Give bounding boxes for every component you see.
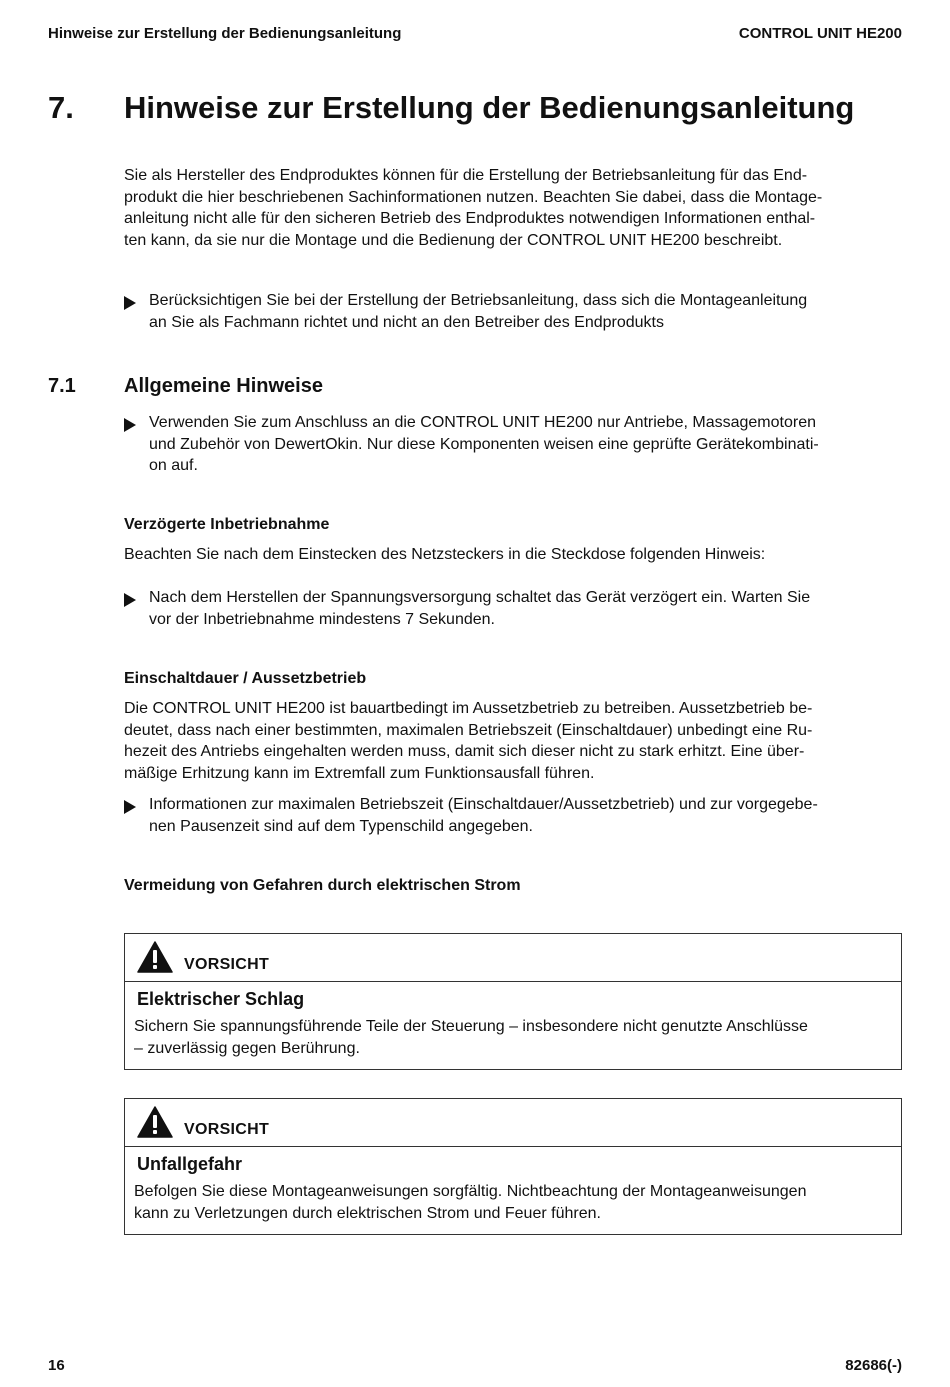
text-line: Berücksichtigen Sie bei der Erstellung der Betriebsanleitung, dass sich die Montageanleitung <box>149 292 808 309</box>
subsection-title: Allgemeine Hinweise <box>124 375 323 397</box>
warning-triangle-icon <box>137 941 173 973</box>
subsection-number: 7.1 <box>48 375 76 397</box>
intro-paragraph <box>124 165 896 251</box>
warning-header <box>125 934 901 982</box>
warning-header <box>125 1099 901 1147</box>
page-header-left: Hinweise zur Erstellung der Bedienungsanleitung <box>48 25 402 42</box>
bullet-triangle-icon <box>124 800 136 814</box>
text-line: vor der Inbetriebnahme mindestens 7 Sekunden. <box>149 610 495 628</box>
text-line: ten kann, da sie nur die Montage und die Bedienung der CONTROL UNIT HE200 beschreibt. <box>124 231 783 249</box>
bullet-item <box>124 587 896 630</box>
text-line: kann zu Verletzungen durch elektrischen Strom und Feuer führen. <box>134 1204 601 1222</box>
bullet-triangle-icon <box>124 418 136 432</box>
text-line: und Zubehör von DewertOkin. Nur diese Komponenten weisen eine geprüfte Gerätekombinati- <box>149 435 819 453</box>
bullet-triangle-icon <box>124 593 136 607</box>
warning-box <box>124 1098 902 1235</box>
text-line: Nach dem Herstellen der Spannungsversorgung schaltet das Gerät verzögert ein. Warten Sie <box>149 589 811 606</box>
text-line: on auf. <box>149 457 198 474</box>
bullet-text <box>149 290 896 333</box>
section-number: 7. <box>48 90 74 125</box>
text-line: produkt die hier beschriebenen Sachinformationen nutzen. Beachten Sie dabei, dass die Montage- <box>124 188 823 206</box>
bullet-item <box>124 412 896 477</box>
warning-signal-word: VORSICHT <box>184 1121 270 1138</box>
text-line: deutet, dass nach einer bestimmten, maximalen Betriebszeit (Einschaltdauer) unbedingt eine Ru- <box>124 721 813 739</box>
bullet-triangle-icon <box>124 296 136 310</box>
bullet-text <box>149 794 896 837</box>
text-line: Die CONTROL UNIT HE200 ist bauartbedingt im Aussetzbetrieb zu betreiben. Aussetzbetrieb be- <box>124 700 813 717</box>
delayed-start-text: Beachten Sie nach dem Einstecken des Netzsteckers in die Steckdose folgenden Hinweis: <box>124 546 766 563</box>
bullet-item <box>124 290 896 333</box>
electric-hazard-heading: Vermeidung von Gefahren durch elektrischen Strom <box>124 877 521 894</box>
warning-body <box>134 1016 889 1059</box>
bullet-text <box>149 587 896 630</box>
delayed-start-heading: Verzögerte Inbetriebnahme <box>124 516 330 533</box>
text-line: an Sie als Fachmann richtet und nicht an den Betreiber des Endprodukts <box>149 313 664 331</box>
warning-title: Unfallgefahr <box>137 1154 243 1174</box>
page-number: 16 <box>48 1357 65 1374</box>
text-line: Informationen zur maximalen Betriebszeit (Einschaltdauer/Aussetzbetrieb) und zur vorgegebe- <box>149 796 818 813</box>
text-line: Sichern Sie spannungsführende Teile der Steuerung – insbesondere nicht genutzte Anschlüsse <box>134 1018 808 1035</box>
warning-box <box>124 933 902 1070</box>
text-line: Verwenden Sie zum Anschluss an die CONTROL UNIT HE200 nur Antriebe, Massagemotoren <box>149 414 816 431</box>
text-line: – zuverlässig gegen Berührung. <box>134 1039 360 1057</box>
text-line: Befolgen Sie diese Montageanweisungen sorgfältig. Nichtbeachtung der Montageanweisungen <box>134 1183 807 1200</box>
page-header-right: CONTROL UNIT HE200 <box>738 25 902 42</box>
duty-cycle-heading: Einschaltdauer / Aussetzbetrieb <box>124 670 367 687</box>
warning-triangle-icon <box>137 1106 173 1138</box>
duty-cycle-paragraph <box>124 698 896 784</box>
section-title: Hinweise zur Erstellung der Bedienungsanleitung <box>124 90 855 125</box>
bullet-text <box>149 412 896 477</box>
warning-body <box>134 1181 889 1224</box>
text-line: hezeit des Antriebs eingehalten werden muss, damit sich dieser nicht zu stark erhitzt. Eine über- <box>124 743 805 760</box>
text-line: anleitung nicht alle für den sicheren Betrieb des Endproduktes notwendigen Informationen enthal- <box>124 210 816 227</box>
warning-signal-word: VORSICHT <box>184 956 270 973</box>
text-line: nen Pausenzeit sind auf dem Typenschild angegeben. <box>149 817 533 835</box>
bullet-item <box>124 794 896 837</box>
text-line: mäßige Erhitzung kann im Extremfall zum Funktionsausfall führen. <box>124 764 595 782</box>
document-number: 82686(-) <box>845 1357 902 1374</box>
warning-title: Elektrischer Schlag <box>137 989 305 1009</box>
text-line: Sie als Hersteller des Endproduktes können für die Erstellung der Betriebsanleitung für das End- <box>124 167 808 184</box>
